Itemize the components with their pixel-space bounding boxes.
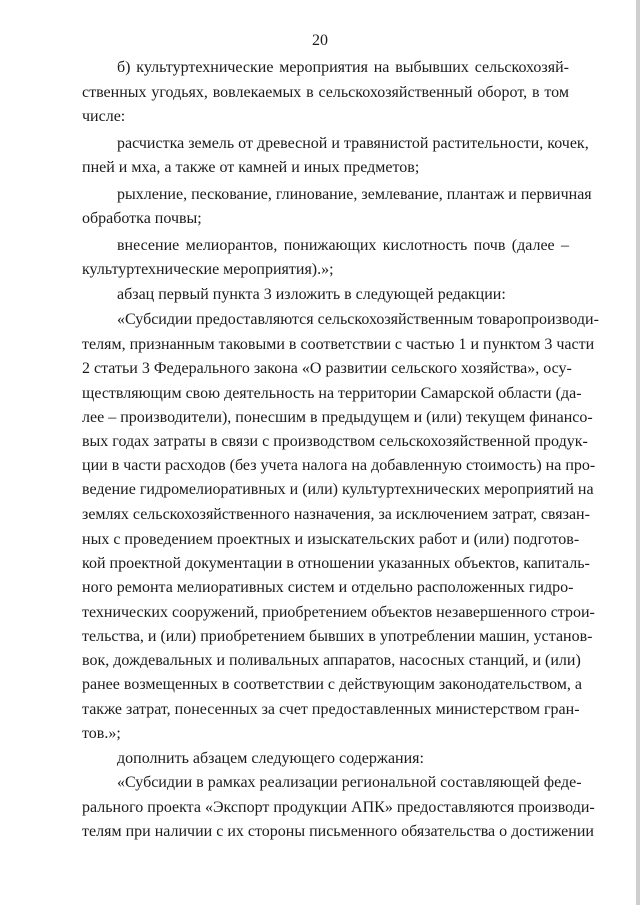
text-line: телям при наличии с их стороны письменного обязательства о достижении: [82, 823, 594, 840]
text-line: ции в части расходов (без учета налога на добавленную стоимость) на про-: [82, 457, 596, 474]
text-line: тов.»;: [82, 725, 121, 742]
text-line: обработка почвы;: [82, 210, 202, 227]
text-line: «Субсидии в рамках реализации региональной составляющей феде-: [117, 774, 582, 791]
text-line: абзац первый пункта 3 изложить в следующей редакции:: [117, 286, 506, 303]
text-line: культуртехнические мероприятия).»;: [82, 261, 334, 278]
text-line: технических сооружений, приобретением объектов незавершенного строи-: [82, 604, 595, 621]
text-line: ранее возмещенных в соответствии с действующим законодательством, а: [82, 676, 583, 693]
text-line: ственных угодьях, вовлекаемых в сельскохозяйственный оборот, в том: [82, 84, 569, 101]
page-number: 20: [312, 32, 328, 49]
text-line: также затрат, понесенных за счет предоставленных министерством гран-: [82, 701, 580, 718]
text-line: вых годах затраты в связи с производством сельскохозяйственной продук-: [82, 433, 588, 450]
text-line: 2 статьи 3 Федерального закона «О развитии сельского хозяйства», осу-: [82, 360, 572, 377]
text-line: ведение гидромелиоративных и (или) культуртехнических мероприятий на: [82, 481, 594, 498]
text-line: рального проекта «Экспорт продукции АПК» предоставляются производи-: [82, 799, 595, 816]
text-line: ных с проведением проектных и изыскательских работ и (или) подготов-: [82, 531, 580, 548]
text-line: лее – производители), понесшим в предыдущем и (или) текущем финансо-: [82, 409, 593, 426]
text-line: ществляющим свою деятельность на территории Самарской области (да-: [82, 385, 582, 402]
text-line: ного ремонта мелиоративных систем и отдельно расположенных гидро-: [82, 579, 574, 596]
text-line: внесение мелиорантов, понижающих кислотность почв (далее –: [117, 237, 569, 254]
text-line: числе:: [82, 108, 126, 125]
text-line: расчистка земель от древесной и травянистой растительности, кочек,: [117, 135, 589, 152]
text-line: дополнить абзацем следующего содержания:: [117, 750, 424, 767]
text-line: рыхление, пескование, глинование, землевание, плантаж и первичная: [117, 186, 592, 203]
text-line: вок, дождевальных и поливальных аппаратов, насосных станций, и (или): [82, 652, 581, 669]
text-line: телям, признанным таковыми в соответствии с частью 1 и пунктом 3 части: [82, 336, 595, 353]
text-line: пней и мха, а также от камней и иных предметов;: [82, 159, 420, 176]
text-line: кой проектной документации в отношении указанных объектов, капиталь-: [82, 555, 590, 572]
text-line: б) культуртехнические мероприятия на выбывших сельскохозяй-: [117, 59, 569, 76]
page-edge: [636, 0, 640, 905]
text-line: землях сельскохозяйственного назначения, за исключением затрат, связан-: [82, 506, 590, 523]
text-line: «Субсидии предоставляются сельскохозяйственным товаропроизводи-: [117, 311, 599, 328]
text-line: тельства, и (или) приобретением бывших в употреблении машин, установ-: [82, 628, 593, 645]
